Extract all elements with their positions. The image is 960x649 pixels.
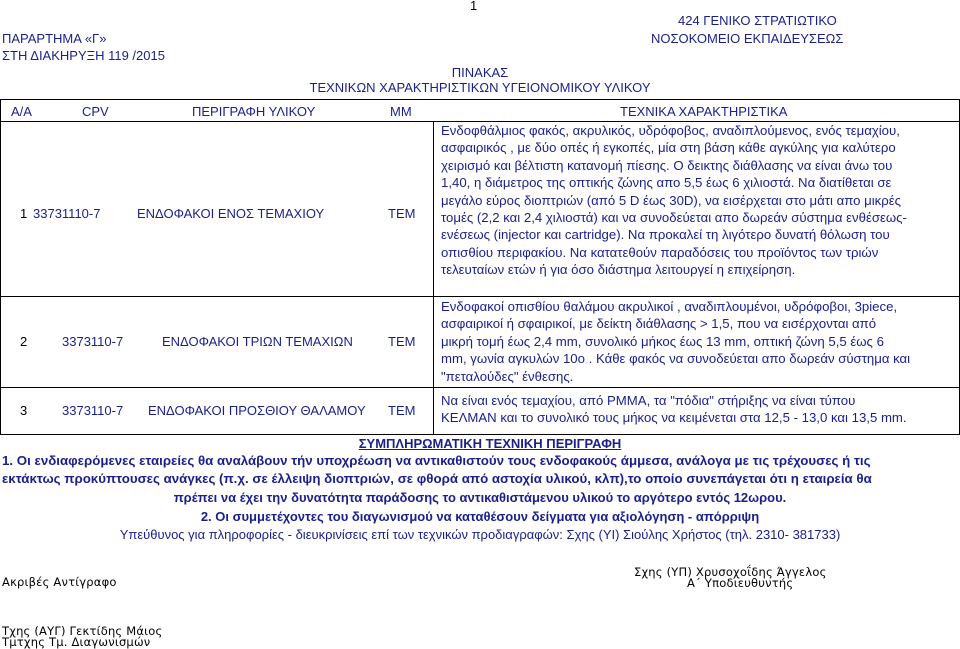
clerk-role: Τμτχης Τμ. Διαγωνισμών [2, 635, 151, 649]
row2-spec-line: "πεταλούδες" ένθεσης. [441, 368, 574, 384]
table-left-border [0, 99, 1, 434]
column-header-unit: ΜΜ [390, 104, 412, 119]
column-header-aa: Α/Α [11, 104, 32, 119]
row1-spec-line: μεγάλο εύρος διοπτριών (από 5 D έως 30D), να εισέρχεται στο μάτι απο μικρές [441, 192, 901, 208]
annex-label: ΠΑΡΑΡΤΗΜΑ «Γ» [2, 31, 107, 46]
table-title-line1: ΠΙΝΑΚΑΣ [451, 65, 509, 80]
row1-spec-line: οπισθίου περιφακίου. Να κατατεθούν παραδόσεις του προϊόντος των τριών [441, 244, 879, 260]
row3-specs [441, 392, 957, 427]
row3-spec-line: ΚΕΛΜΑΝ και το συνολικό τους μήκος να κειμένεται στα 12,5 - 13,0 και 13,5 mm. [441, 410, 907, 426]
row1-spec-line: τελευταίων ετών ή για όσο διάστημα λειτουργεί η επιχείρηση. [441, 262, 796, 278]
supplementary-item2: 2. Οι συμμετέχοντες του διαγωνισμού να καταθέσουν δείγματα για αξιολόγηση - απόρριψη [200, 509, 760, 524]
signer-name: Σχης (ΥΠ) Χρυσοχοΐδης Άγγελος [634, 565, 827, 579]
row2-spec-line: μικρή τομή έως 2,4 mm, συνολικό μήκος έως 13 mm, οπτική ζώνη 5,5 έως 6 [441, 333, 884, 349]
row1-spec-line: 1,40, η διάμετρος της οπτικής ζώνης απο 5,5 έως 6 χιλιοστά. Να διατίθεται σε [441, 175, 892, 191]
row2-specs [441, 298, 957, 385]
row1-spec-line: χειρισμό και βέλτιστη κατανομή πίεσης. Ο δεικτης διάθλασης να είναι άνω του [441, 157, 893, 173]
specs-column-divider [433, 121, 434, 434]
row1-aa: 1 [20, 206, 28, 221]
column-header-specs: ΤΕΧΝΙΚΑ ΧΑΡΑΚΤΗΡΙΣΤΙΚΑ [620, 104, 788, 119]
column-header-description: ΠΕΡΙΓΡΑΦΗ ΥΛΙΚΟΥ [192, 104, 316, 119]
page-number: 1 [470, 0, 478, 13]
row3-aa: 3 [20, 403, 28, 418]
signer-role: Α΄ Υποδιευθυντής [687, 576, 794, 590]
supplementary-heading: ΣΥΜΠΛΗΡΩΜΑΤΙΚΗ ΤΕΧΝΙΚΗ ΠΕΡΙΓΡΑΦΗ [358, 436, 622, 451]
row2-spec-line: Ενδοφακοί οπισθίου θαλάμου ακρυλικοί , αναδιπλουμένοι, υδρόφοβοι, 3piece, [441, 299, 898, 314]
supplementary-item1-line2: εκτάκτως προκύπτουσες ανάγκες (π.χ. σε έλλειψη διοπτριών, σε φθορά από αστοχία υλικού, κλπ),το οποίο συνεπάγεται ότι η εταιρεία θα [2, 471, 872, 486]
row1-specs [441, 122, 957, 279]
column-header-cpv: CPV [82, 104, 109, 119]
row3-spec-line: Να είναι ενός τεμαχίου, από PMMA, τα "πόδια" στήριξης να είναι τύπου [441, 393, 856, 408]
hospital-line2: ΝΟΣΟΚΟΜΕΙΟ ΕΚΠΑΙΔΕΥΣΕΩΣ [651, 31, 844, 46]
tender-reference: ΣΤΗ ΔΙΑΚΗΡΥΞΗ 119 /2015 [2, 48, 165, 63]
row3-unit: ΤΕΜ [388, 403, 416, 418]
row3-description: ΕΝΔΟΦΑΚΟΙ ΠΡΟΣΘΙΟΥ ΘΑΛΑΜΟΥ [148, 403, 366, 418]
clerk-name: Τχης (ΑΥΓ) Γεκτίδης Μάιος [2, 624, 163, 638]
row1-cpv: 33731110-7 [33, 206, 101, 221]
row2-description: ΕΝΔΟΦΑΚΟΙ ΤΡΙΩΝ ΤΕΜΑΧΙΩΝ [162, 334, 353, 349]
copy-label: Ακριβές Αντίγραφο [2, 575, 117, 589]
supplementary-item1-line3: πρέπει να έχει την δυνατότητα παράδοσης το αντικαθιστάμενου υλικού το αργότερο εντός 12ωρου. [173, 490, 787, 505]
row1-unit: ΤΕΜ [388, 206, 416, 221]
table-bottom-border [0, 434, 960, 435]
row2-spec-line: ασφαιρικοί ή σφαιρικοί, με δείκτη διάθλασης > 1,5, που να εισέρχονται από [441, 316, 877, 332]
row1-spec-line: τομές (2,2 και 2,4 χιλιοστά) και να συνοδεύεται απο δωρεάν σύστημα ενθέσεως- [441, 210, 907, 226]
row3-cpv: 3373110-7 [62, 403, 124, 418]
row2-bottom-border [0, 387, 960, 388]
row2-cpv: 3373110-7 [62, 334, 124, 349]
row2-unit: ΤΕΜ [388, 334, 416, 349]
hospital-line1: 424 ΓΕΝΙΚΟ ΣΤΡΑΤΙΩΤΙΚΟ [678, 13, 837, 28]
row1-description: ΕΝΔΟΦΑΚΟΙ ΕΝΟΣ ΤΕΜΑΧΙΟΥ [137, 206, 325, 221]
row2-aa: 2 [20, 334, 28, 349]
contact-line: Υπεύθυνος για πληροφορίες - διευκρινίσεις επί των τεχνικών προδιαγραφών: Σχης (ΥΙ) Σιούλης Χρήστος (τηλ. 2310- 381733) [119, 527, 841, 542]
row1-spec-line: Ενδοφθάλμιος φακός, ακρυλικός, υδρόφοβος, αναδιπλούμενος, ενός τεμαχίου, [441, 123, 900, 138]
row1-bottom-border [0, 296, 960, 297]
row2-spec-line: mm, γωνία αγκυλών 10o . Κάθε φακός να συνοδεύεται απο δωρεάν σύστημα και [441, 351, 911, 367]
supplementary-item1-line1: 1. Οι ενδιαφερόμενες εταιρείες θα αναλάβουν τήν υποχρέωση να αντικαθιστούν τους ενδοφακούς άμμεσα, ανάλογα με τις τρέχουσες ή τις [2, 453, 871, 468]
table-top-border [0, 99, 960, 100]
table-title-line2: ΤΕΧΝΙΚΩΝ ΧΑΡΑΚΤΗΡΙΣΤΙΚΩΝ ΥΓΕΙΟΝΟΜΙΚΟΥ ΥΛΙΚΟΥ [309, 80, 651, 95]
row1-spec-line: ενέσεως (injector και cartridge). Να προκαλεί τη λιγότερο δυνατή θόλωση του [441, 227, 890, 243]
row1-spec-line: ασφαιρικός , με δύο οπές ή εγκοπές, μία στη βάση κάθε αγκύλης για καλύτερο [441, 140, 896, 156]
